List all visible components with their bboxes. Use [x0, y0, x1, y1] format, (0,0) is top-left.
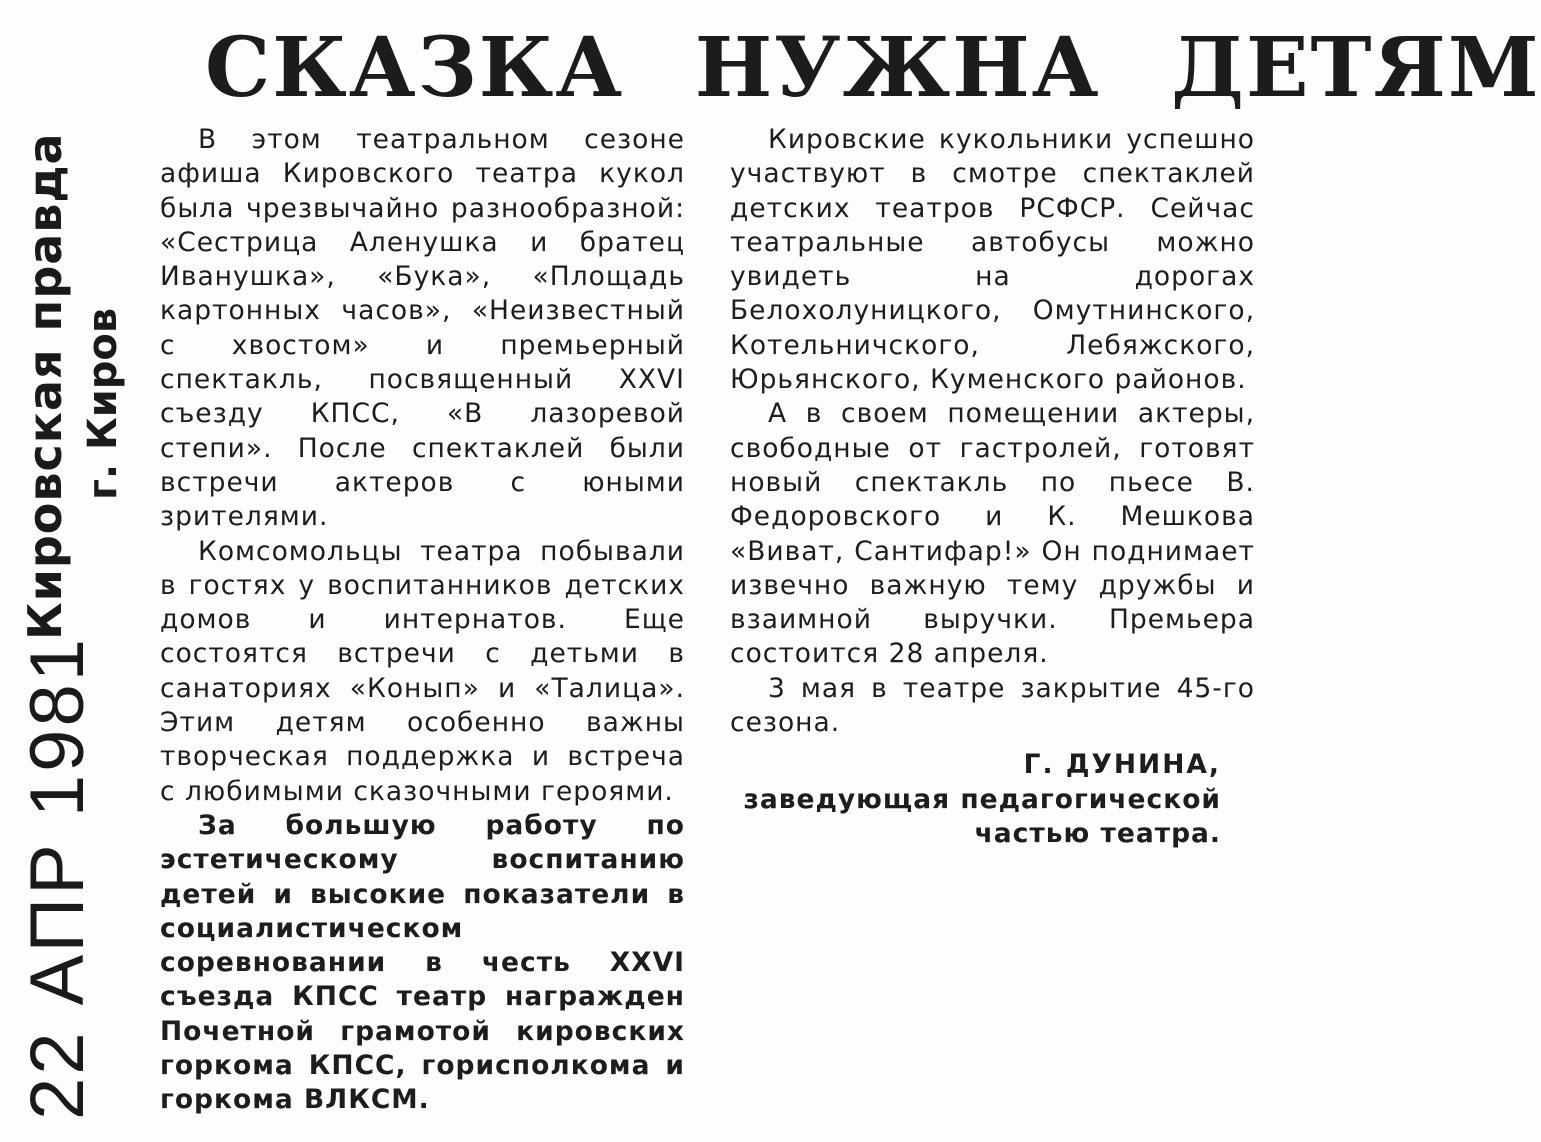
- paragraph-4: Кировские кукольники успешно участвуют в смотре спектаклей детских театров РСФСР. Сейчас театральные автобусы можно увидеть на дорогах Белохолуницкого, Омутнинского, Котельничского, Лебяжского, Юрьянского, Куменского районов.: [730, 124, 1255, 396]
- archive-stamp: [0, 0, 140, 1142]
- paragraph-3: За большую работу по эстетическому воспитанию детей и высокие показатели в социалистическом соревновании в честь XXVI съезда КПСС театр награжден Почетной грамотой кировских горкома КПСС, горисполкома и горкома ВЛКСМ.: [160, 809, 685, 1116]
- article-title: СКАЗКА НУЖНА ДЕТЯМ: [205, 20, 1541, 116]
- author-role: заведующая педагогической частью театра.: [743, 783, 1221, 849]
- paragraph-2: Комсомольцы театра побывали в гостях у воспитанников детских домов и интернатов. Еще состоятся встречи с детьми в санаториях «Конып» и «Талица». Этим детям особенно важны творческая поддержка и встреча с любимыми сказочными героями.: [160, 535, 685, 807]
- article-column-left: [160, 123, 685, 1118]
- paragraph-1: В этом театральном сезоне афиша Кировского театра кукол была чрезвычайно разнообразной: «Сестрица Аленушка и братец Иванушка», «Бука», «Площадь картонных часов», «Неизвестный с хвостом» и премьерный спектакль, посвященный XXVI съезду КПСС, «В лазоревой степи». После спектаклей были встречи актеров с юными зрителями.: [160, 124, 685, 533]
- article-column-right: [730, 123, 1255, 851]
- stamp-newspaper-name: Кировская правда: [18, 132, 72, 640]
- paragraph-6: 3 мая в театре закрытие 45-го сезона.: [730, 672, 1255, 739]
- author-signature: [730, 748, 1255, 851]
- stamp-date: 22 АПР 1981: [15, 636, 100, 1120]
- stamp-city: г. Киров: [80, 307, 126, 500]
- author-name: Г. ДУНИНА,: [1023, 749, 1221, 781]
- paragraph-5: А в своем помещении актеры, свободные от гастролей, готовят новый спектакль по пьесе В. Федоровского и К. Мешкова «Виват, Сантифар!» Он поднимает извечно важную тему дружбы и взаимной выручки. Премьера состоится 28 апреля.: [730, 398, 1255, 670]
